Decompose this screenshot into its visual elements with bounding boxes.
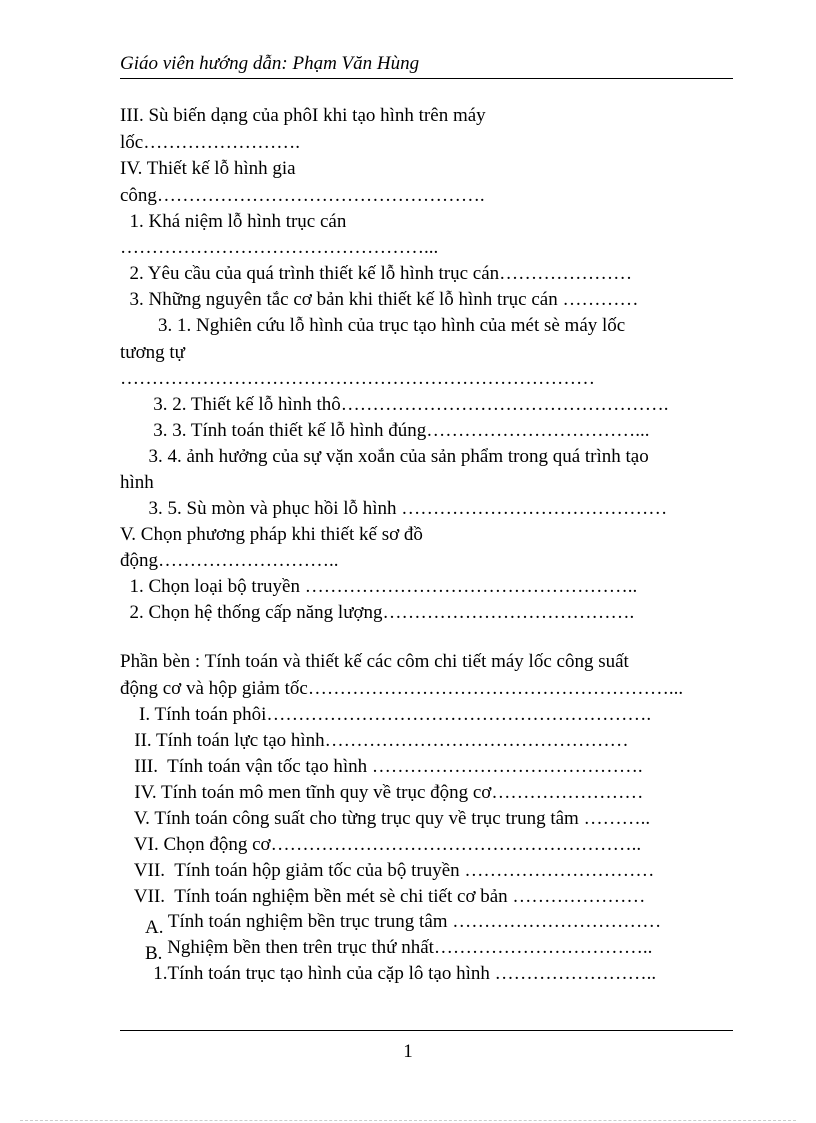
header-rule [120,78,733,79]
toc-line: III. Tính toán vận tốc tạo hình ……………………………………. [120,756,643,777]
toc-line: động cơ và hộp giảm tốc…………………………………………………... [120,678,684,699]
toc-line: 3. Những nguyên tắc cơ bản khi thiết kế lỗ hình trục cán ………… [120,289,639,310]
toc-subitem [145,936,733,964]
toc-line: II. Tính toán lực tạo hình………………………………………… [120,730,629,751]
toc-line: 1.Tính toán trục tạo hình của cặp lô tạo hình …………………….. [120,963,657,984]
toc-line: 3. 5. Sù mòn và phục hồi lỗ hình …………………………………… [120,498,668,519]
running-header: Giáo viên hướng dẫn: Phạm Văn Hùng [120,53,420,74]
toc-line: 3. 4. ảnh hưởng của sự vặn xoắn của sản phẩm trong quá trình tạo [120,446,649,467]
toc-line: 3. 3. Tính toán thiết kế lỗ hình đúng……………………………... [120,420,650,441]
toc-line: 3. 2. Thiết kế lỗ hình thô……………………………………………. [120,394,669,415]
subitem-letter: A. [145,917,164,938]
toc-line: 3. 1. Nghiên cứu lỗ hình của trục tạo hình của mét sè máy lốc [120,315,626,336]
toc-line: 1. Khá niệm lỗ hình trục cán [120,211,347,232]
toc-line: Phần bèn : Tính toán và thiết kế các côm chi tiết máy lốc công suất [120,651,629,672]
toc-line: V. Tính toán công suất cho từng trục quy về trục trung tâm ……….. [120,808,651,829]
subitem-text: Nghiệm bền then trên trục thứ nhất…………………………….. [162,937,653,958]
page-number: 1 [403,1041,413,1062]
toc-line: VII. Tính toán nghiệm bền mét sè chi tiết cơ bản ………………… [120,886,646,907]
toc-line: ………………………………………………………………… [120,368,595,389]
toc-line: 2. Yêu cầu của quá trình thiết kế lỗ hình trục cán………………… [120,263,633,284]
subitem-letter: B. [145,943,163,964]
toc-line: …………………………………………... [120,237,439,258]
toc-line: hình [120,472,154,493]
toc-line: động……………………….. [120,550,339,571]
toc-line: IV. Thiết kế lỗ hình gia [120,158,296,179]
toc-subitem [145,910,733,938]
toc-line: 2. Chọn hệ thống cấp năng lượng…………………………………. [120,602,635,623]
toc-line: VII. Tính toán hộp giảm tốc của bộ truyền ………………………… [120,860,655,881]
toc-line: lốc……………………. [120,132,300,153]
toc-line: III. Sù biến dạng của phôI khi tạo hình trên máy [120,105,486,126]
page-edge-divider [20,1120,796,1121]
toc-line: I. Tính toán phôi……………………………………………………. [120,704,652,725]
toc-line: công……………………………………………. [120,185,485,206]
toc-line: V. Chọn phương pháp khi thiết kế sơ đồ [120,524,423,545]
toc-line: tương tự [120,342,185,363]
subitem-text: Tính toán nghiệm bền trục trung tâm …………………………… [163,911,662,932]
toc-line: IV. Tính toán mô men tĩnh quy về trục động cơ…………………… [120,782,644,803]
footer-rule [120,1030,733,1031]
toc-line: VI. Chọn động cơ………………………………………………….. [120,834,642,855]
toc-line: 1. Chọn loại bộ truyền …………………………………………….. [120,576,638,597]
